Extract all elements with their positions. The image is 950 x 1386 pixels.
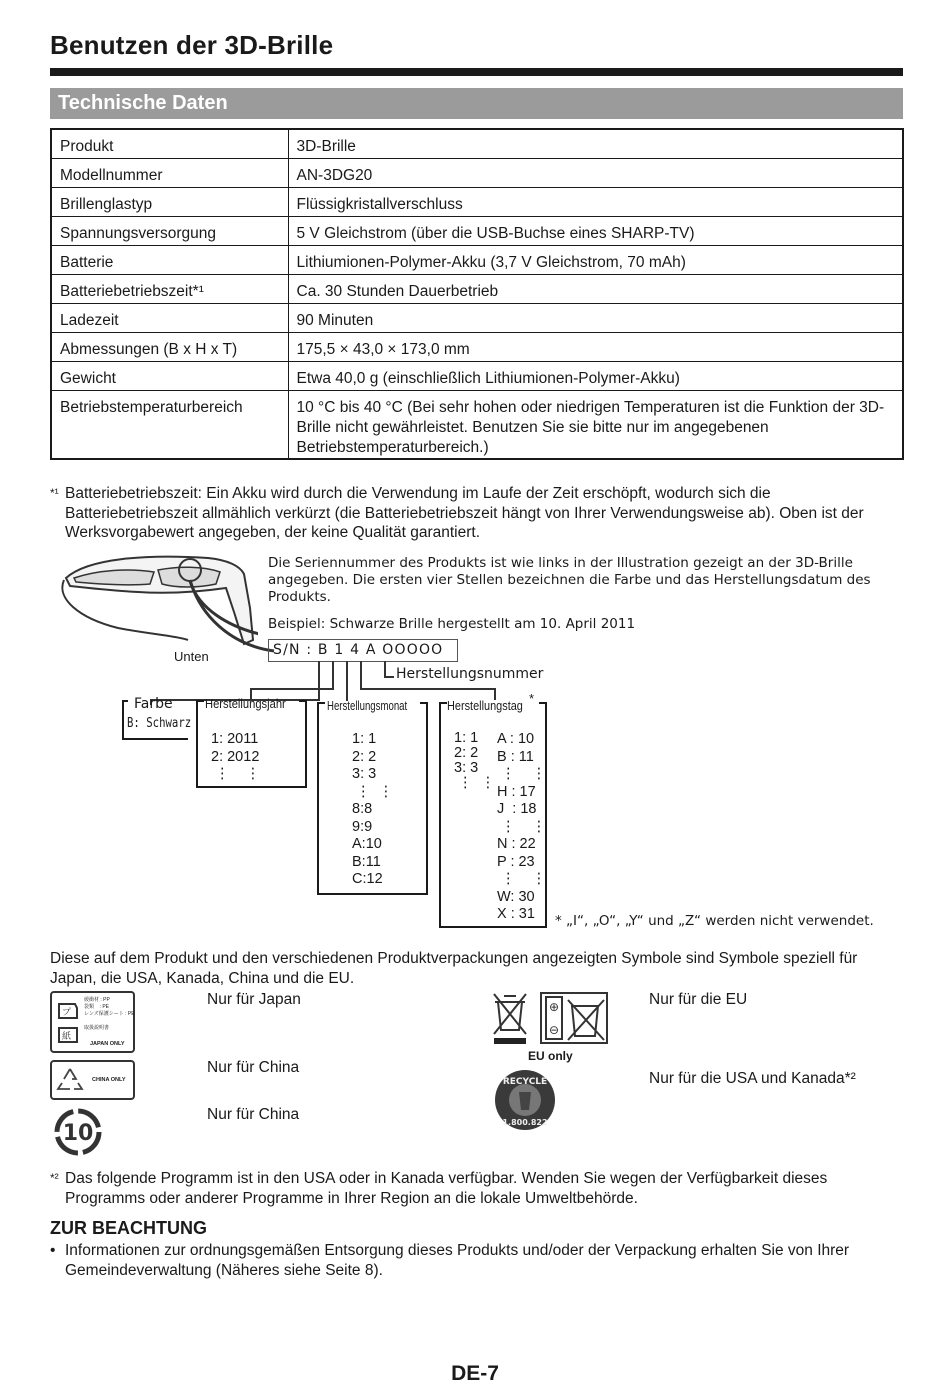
spec-row — [51, 216, 903, 245]
spec-row — [51, 390, 903, 459]
spec-value: Flüssigkristallverschluss — [288, 187, 903, 216]
spec-value: Lithiumionen-Polymer-Akku (3,7 V Gleichstrom, 70 mAh) — [288, 245, 903, 274]
spec-label: Betriebstemperaturbereich — [51, 390, 288, 459]
bullet-icon: • — [50, 1242, 56, 1259]
spec-label: Spannungsversorgung — [51, 216, 288, 245]
herstellungsnummer-label: Herstellungsnummer — [396, 666, 544, 682]
footnote-1 — [50, 484, 905, 543]
spec-table — [50, 128, 904, 460]
japan-line-3: レンズ保護シート : PE — [84, 1011, 135, 1017]
line-jahr — [332, 661, 334, 689]
spec-value: Ca. 30 Stunden Dauerbetrieb — [288, 274, 903, 303]
line-jahr-h — [250, 688, 334, 690]
japan-recycling-symbol — [50, 991, 135, 1053]
japan-label: Nur für Japan — [207, 991, 301, 1008]
svg-text:1.800.822: 1.800.822 — [502, 1118, 548, 1127]
unten-label: Unten — [174, 649, 209, 664]
japan-recycle-icon — [55, 998, 81, 1046]
china-recycling-symbol — [50, 1060, 135, 1100]
japan-line-4: 取扱説明書 — [84, 1025, 110, 1031]
tag-label: Herstellungstag — [447, 698, 523, 713]
jahr-tick-r — [299, 700, 307, 702]
eu-label: Nur für die EU — [649, 991, 748, 1008]
line-tag — [360, 661, 362, 689]
jahr-list: 1: 2011 2: 2012 ⋮ ⋮ — [211, 731, 261, 782]
line-nummer — [384, 661, 386, 677]
battery-weee-icon — [540, 992, 608, 1044]
svg-text:⊖: ⊖ — [549, 1023, 560, 1037]
spec-value: 3D-Brille — [288, 129, 903, 158]
china-only-text: CHINA ONLY — [92, 1077, 126, 1083]
footnote-1-mark: *¹ — [50, 486, 59, 500]
rbrc-recycle-seal-icon — [493, 1068, 557, 1132]
farbe-value: B: Schwarz — [127, 716, 192, 731]
jahr-tick-l — [196, 700, 204, 702]
note — [50, 1241, 905, 1280]
spec-row — [51, 361, 903, 390]
spec-value: AN-3DG20 — [288, 158, 903, 187]
spec-row — [51, 158, 903, 187]
japan-line-1: 緩衝材 : PP — [84, 997, 110, 1003]
spec-row — [51, 274, 903, 303]
spec-row — [51, 245, 903, 274]
serial-example: Beispiel: Schwarze Brille hergestellt am 10. April 2011 — [268, 616, 636, 632]
spec-label: Brillenglastyp — [51, 187, 288, 216]
spec-label: Batterie — [51, 245, 288, 274]
serial-description: Die Seriennummer des Produkts ist wie links in der Illustration gezeigt an der 3D-Brille angegeben. Die ersten vier Stellen bezeichnen die Farbe und das Herstellungsdatum des Produkts. — [268, 555, 871, 605]
jahr-label: Herstellungsjahr — [205, 696, 286, 711]
svg-text:プ: プ — [62, 1008, 72, 1018]
spec-row — [51, 187, 903, 216]
line-monat — [346, 661, 348, 701]
japan-line-2: 袋類 : PE — [84, 1004, 110, 1010]
monat-label: Herstellungsmonat — [327, 698, 408, 713]
spec-value: 175,5 × 43,0 × 173,0 mm — [288, 332, 903, 361]
spec-label: Batteriebetriebszeit*¹ — [51, 274, 288, 303]
spec-label: Abmessungen (B x H x T) — [51, 332, 288, 361]
tag-list-right: A : 10 B : 11 ⋮ ⋮ H : 17 J : 18 ⋮ ⋮ N : 22 P : 23 ⋮ ⋮ W: 30 X : 31 — [497, 731, 547, 922]
spec-value: 10 °C bis 40 °C (Bei sehr hohen oder niedrigen Temperaturen ist die Funktion der 3D-Brille nicht gewährleistet. Benutzen Sie sie bitte nur im angegebenen Betriebstemperaturbereich.) — [288, 390, 903, 459]
farbe-tick — [122, 700, 128, 702]
recycle-icon — [56, 1066, 84, 1094]
spec-value: Etwa 40,0 g (einschließlich Lithiumionen-Polymer-Akku) — [288, 361, 903, 390]
tag-tick-l — [439, 702, 447, 704]
footnote-2 — [50, 1169, 905, 1208]
spec-label: Gewicht — [51, 361, 288, 390]
tag-note: * „I“, „O“, „Y“ und „Z“ werden nicht verwendet. — [555, 913, 874, 929]
usa-label: Nur für die USA und Kanada*² — [649, 1070, 856, 1087]
monat-list: 1: 1 2: 2 3: 3 ⋮ ⋮ 8:8 9:9 A:10 B:11 C:12 — [352, 731, 394, 887]
title-rule — [50, 68, 903, 76]
footnote-2-mark: *² — [50, 1171, 59, 1185]
spec-label: Ladezeit — [51, 303, 288, 332]
section-title: Technische Daten — [58, 92, 228, 114]
china-epup-icon — [51, 1105, 105, 1159]
japan-box-lines — [84, 997, 135, 1032]
spec-row — [51, 129, 903, 158]
note-text: Informationen zur ordnungsgemäßen Entsorgung dieses Produkts und/oder der Verpackung erhalten Sie von Ihrer Gemeindeverwaltung (Näheres siehe Seite 8). — [65, 1242, 850, 1279]
spec-label: Produkt — [51, 129, 288, 158]
line-tag-h — [360, 688, 495, 690]
spec-row — [51, 332, 903, 361]
weee-bin-icon — [490, 990, 530, 1045]
svg-text:⊕: ⊕ — [549, 1000, 560, 1014]
china-years-text: 10 — [62, 1121, 94, 1146]
monat-tick-l — [317, 702, 325, 704]
china-label-2: Nur für China — [207, 1106, 300, 1123]
spec-value: 90 Minuten — [288, 303, 903, 332]
footnote-1-text: Batteriebetriebszeit: Ein Akku wird durch die Verwendung im Laufe der Zeit erschöpft, wodurch sich die Batteriebetriebszeit allmählich verkürzt (die Batteriebetriebszeit hängt von Ihrer Verwendungsweise ab). Oben ist der Werksvorgabewert angegeben, der keine Qualität garantiert. — [65, 485, 864, 541]
tag-star: * — [529, 691, 535, 706]
china-label-1: Nur für China — [207, 1059, 300, 1076]
page-title: Benutzen der 3D-Brille — [50, 30, 334, 60]
tag-tick-r — [539, 702, 547, 704]
tag-list-left: 1: 1 2: 2 3: 3 ⋮ ⋮ — [454, 730, 496, 791]
symbols-intro: Diese auf dem Produkt und den verschiedenen Produktverpackungen angezeigten Symbole sind Symbole speziell für Japan, die USA, Kanada, China und die EU. — [50, 950, 858, 987]
farbe-label: Farbe — [134, 696, 173, 712]
spec-row — [51, 303, 903, 332]
spec-value: 5 V Gleichstrom (über die USB-Buchse eines SHARP-TV) — [288, 216, 903, 245]
svg-text:RECYCLE: RECYCLE — [502, 1077, 548, 1087]
footnote-2-text: Das folgende Programm ist in den USA oder in Kanada verfügbar. Wenden Sie wegen der Verfügbarkeit dieses Programms oder anderer Programme in Ihrer Region an die lokale Umweltbehörde. — [65, 1170, 828, 1207]
monat-tick-r — [420, 702, 428, 704]
serial-number-text: S/N : B 1 4 A OOOOO — [273, 642, 444, 658]
eu-only-text: EU only — [528, 1049, 573, 1063]
spec-label: Modellnummer — [51, 158, 288, 187]
line-farbe — [318, 661, 320, 701]
page-number: DE-7 — [451, 1362, 499, 1385]
note-heading: ZUR BEACHTUNG — [50, 1218, 207, 1238]
japan-only-text: JAPAN ONLY — [90, 1041, 125, 1047]
pointer-line — [190, 575, 280, 655]
line-nummer-h — [384, 676, 394, 678]
svg-text:紙: 紙 — [62, 1032, 72, 1042]
